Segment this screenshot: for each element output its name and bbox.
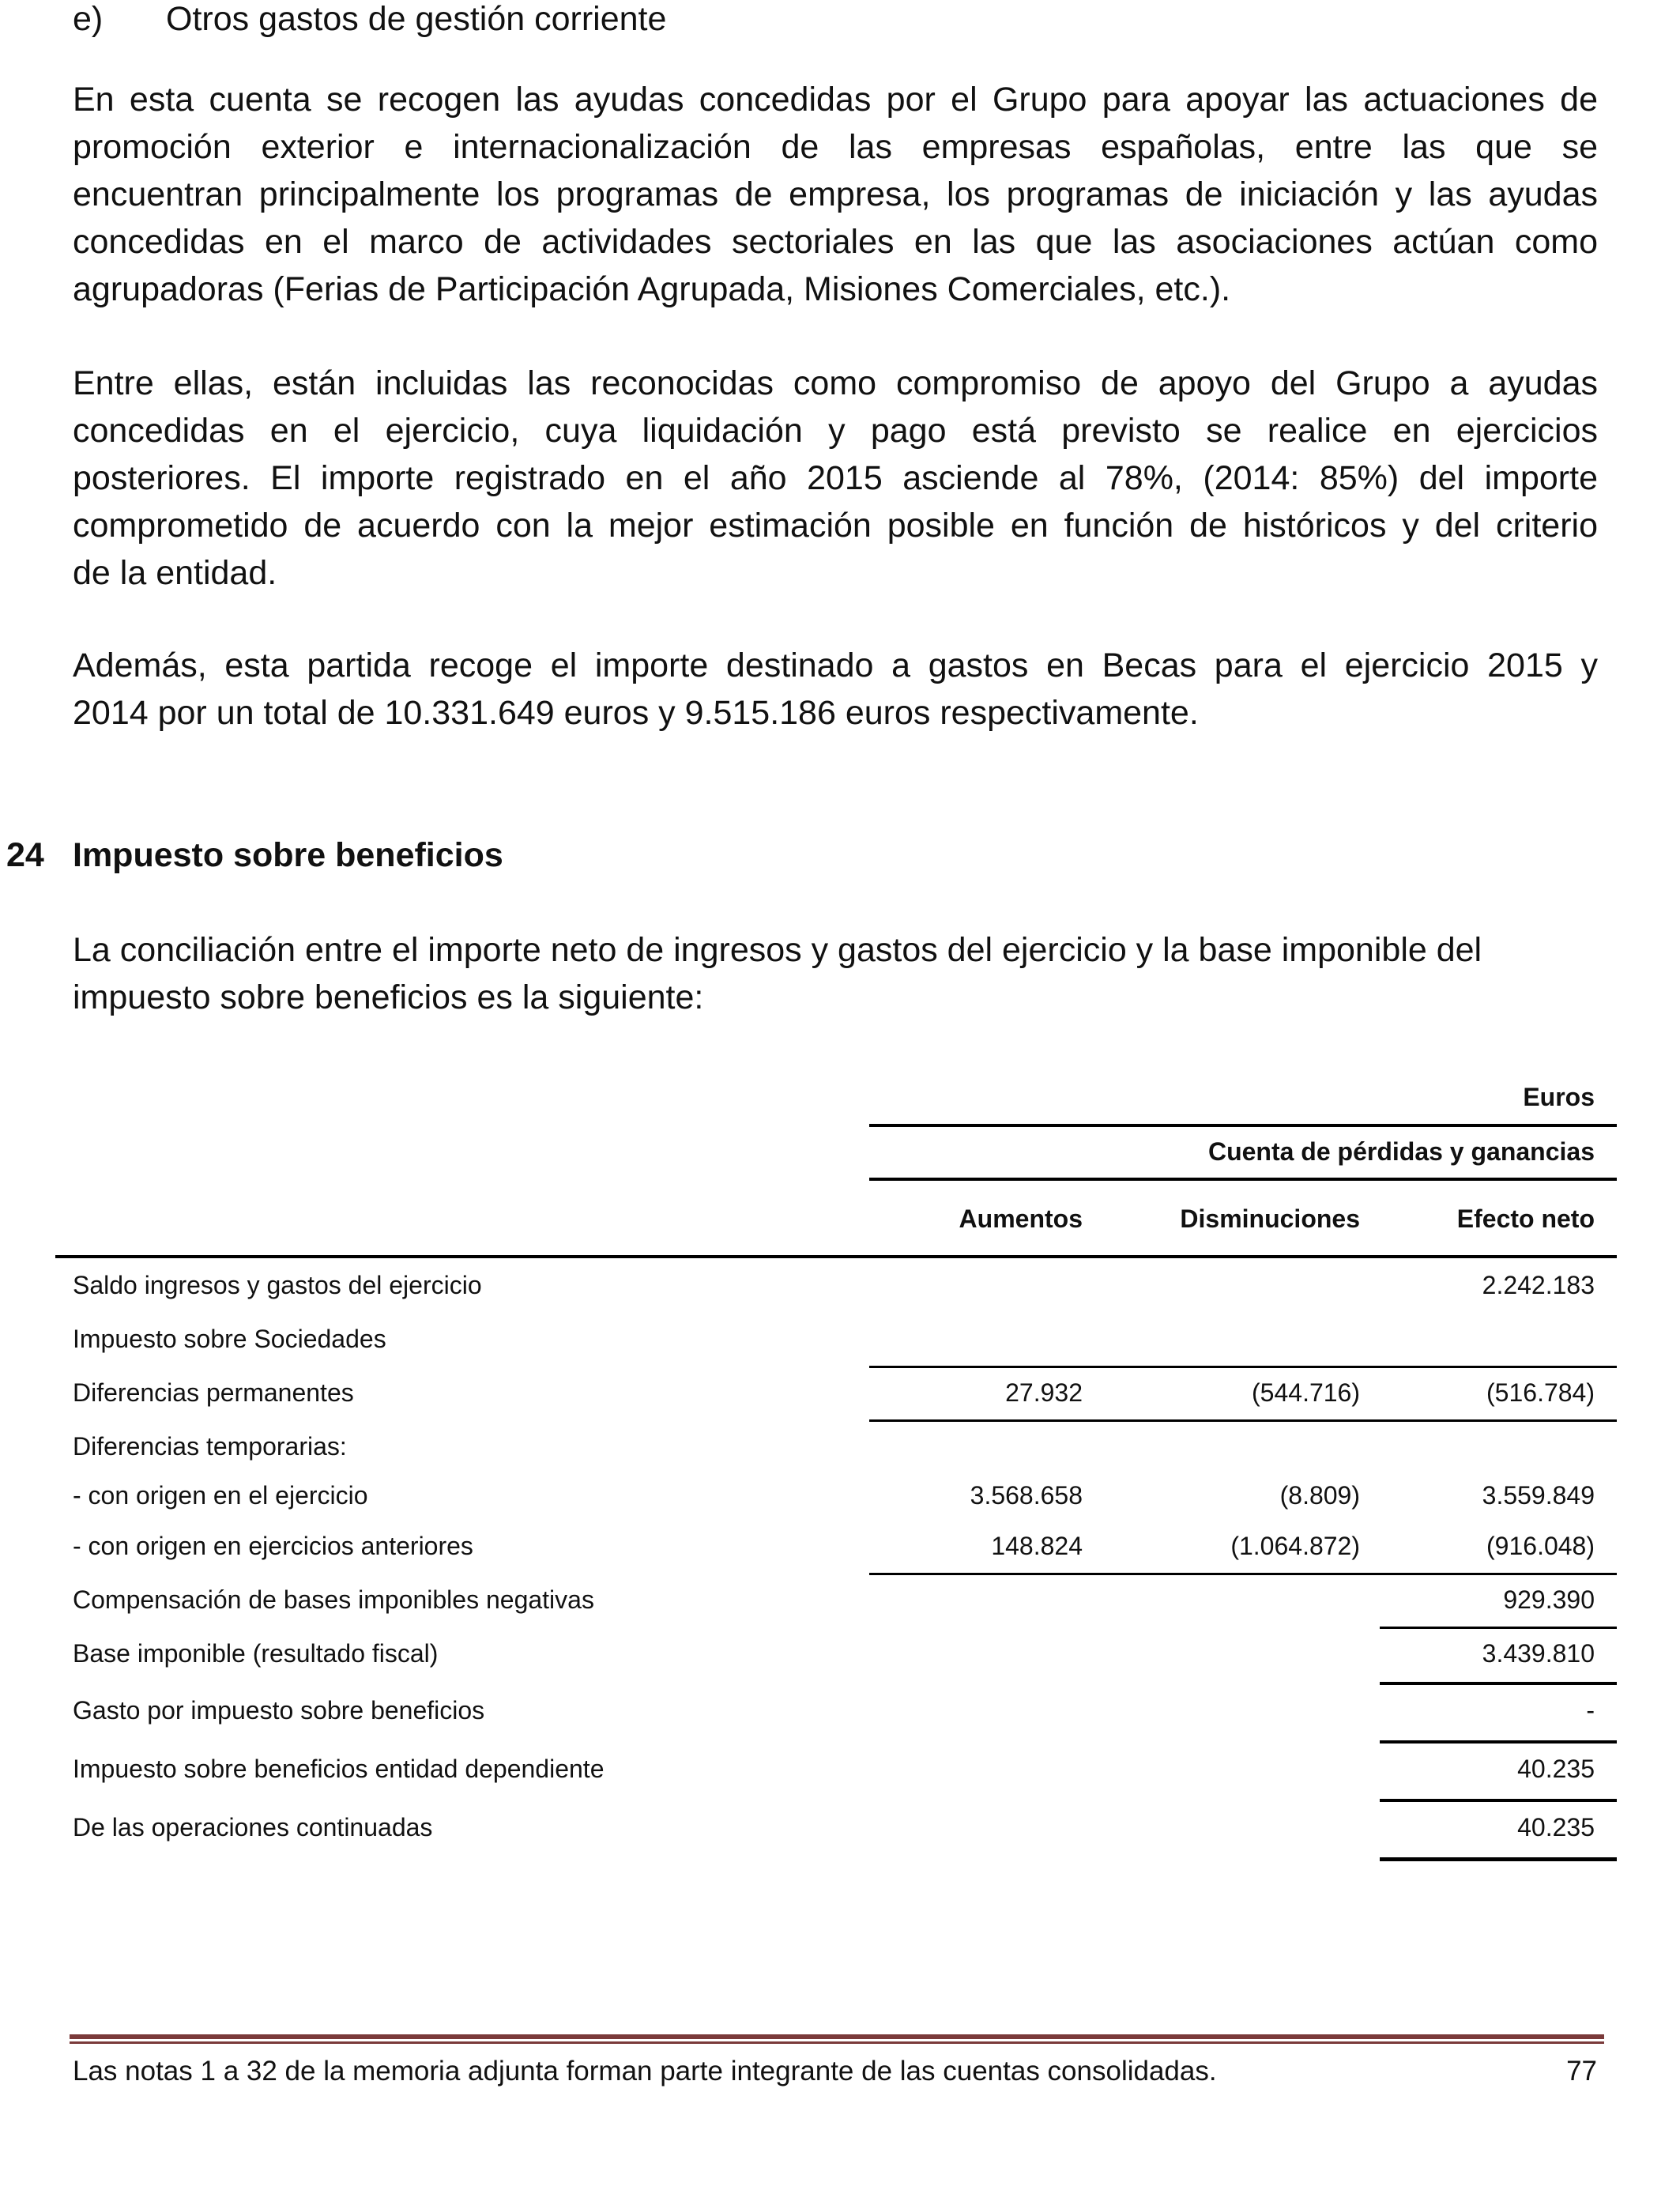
row-rule — [1380, 1857, 1617, 1861]
table-cell-efecto: 2.242.183 — [1482, 1271, 1595, 1299]
paragraph-2 — [73, 360, 1598, 597]
table-cell-aumentos: 27.932 — [1005, 1378, 1083, 1407]
paragraph-line: comprometido de acuerdo con la mejor estimación posible en función de históricos y del criterio — [73, 507, 1598, 545]
header-bottom-rule — [55, 1255, 1617, 1258]
paragraph-line: impuesto sobre beneficios es la siguiente: — [73, 978, 704, 1016]
table-row-label: Diferencias permanentes — [73, 1378, 354, 1407]
tax-reconciliation-table — [0, 1059, 1680, 1889]
paragraph-line: Entre ellas, están incluidas las reconocidas como compromiso de apoyo del Grupo a ayudas — [73, 364, 1598, 402]
paragraph-line: En esta cuenta se recogen las ayudas concedidas por el Grupo para apoyar las actuaciones de — [73, 81, 1598, 119]
paragraph-line: posteriores. El importe registrado en el año 2015 asciende al 78%, (2014: 85%) del importe — [73, 459, 1598, 497]
paragraph-line: La conciliación entre el importe neto de ingresos y gastos del ejercicio y la base imponible del — [73, 931, 1482, 969]
section-title: Impuesto sobre beneficios — [73, 836, 503, 874]
header-rule — [869, 1124, 1617, 1127]
row-rule — [869, 1366, 1617, 1368]
table-row-label: Diferencias temporarias: — [73, 1432, 347, 1461]
paragraph-line: de la entidad. — [73, 554, 277, 592]
footer-note: Las notas 1 a 32 de la memoria adjunta forman parte integrante de las cuentas consolidadas. — [73, 2056, 1217, 2087]
row-rule — [1380, 1682, 1617, 1685]
table-row-label: Saldo ingresos y gastos del ejercicio — [73, 1271, 482, 1299]
table-cell-efecto: - — [1586, 1696, 1595, 1725]
paragraph-1 — [73, 76, 1598, 313]
table-cell-efecto: 40.235 — [1517, 1755, 1595, 1783]
section-e-label: e) — [73, 0, 104, 38]
row-rule — [1380, 1740, 1617, 1744]
section-24-heading — [6, 831, 503, 879]
table-row-label: Impuesto sobre beneficios entidad dependiente — [73, 1755, 605, 1783]
group-header: Cuenta de pérdidas y ganancias — [1207, 1137, 1595, 1166]
table-row-label: De las operaciones continuadas — [73, 1813, 433, 1842]
table-row-label: - con origen en ejercicios anteriores — [73, 1532, 473, 1560]
column-header-aumentos: Aumentos — [959, 1204, 1083, 1233]
paragraph-line: concedidas en el marco de actividades sectoriales en las que las asociaciones actúan como — [73, 223, 1598, 261]
column-header-efecto-neto: Efecto neto — [1456, 1204, 1595, 1233]
table-cell-disminuciones: (8.809) — [1279, 1481, 1360, 1510]
row-rule — [869, 1419, 1617, 1422]
row-rule — [1380, 1799, 1617, 1802]
table-cell-disminuciones: (544.716) — [1252, 1378, 1360, 1407]
table-cell-efecto: (916.048) — [1486, 1532, 1595, 1560]
table-cell-aumentos: 148.824 — [991, 1532, 1083, 1560]
table-cell-efecto: 3.439.810 — [1482, 1639, 1595, 1668]
row-rule — [1380, 1627, 1617, 1629]
section-e-heading — [73, 0, 667, 43]
paragraph-line: promoción exterior e internacionalización de las empresas españolas, entre las que se — [73, 128, 1598, 166]
paragraph-line: agrupadoras (Ferias de Participación Agrupada, Misiones Comerciales, etc.). — [73, 270, 1231, 308]
header-rule — [869, 1178, 1617, 1181]
table-row-label: - con origen en el ejercicio — [73, 1481, 368, 1510]
table-row-label: Gasto por impuesto sobre beneficios — [73, 1696, 485, 1725]
row-rule — [869, 1573, 1617, 1575]
section-e-title: Otros gastos de gestión corriente — [166, 0, 667, 38]
paragraph-3 — [73, 642, 1598, 737]
table-cell-aumentos: 3.568.658 — [970, 1481, 1083, 1510]
column-header-disminuciones: Disminuciones — [1180, 1204, 1360, 1233]
table-row-label: Impuesto sobre Sociedades — [73, 1325, 386, 1353]
table-cell-efecto: 929.390 — [1503, 1585, 1595, 1614]
paragraph-line: Además, esta partida recoge el importe destinado a gastos en Becas para el ejercicio 2015 y — [73, 647, 1598, 684]
currency-header: Euros — [1523, 1083, 1595, 1111]
paragraph-line: encuentran principalmente los programas de empresa, los programas de iniciación y las ayudas — [73, 175, 1598, 213]
table-row-label: Compensación de bases imponibles negativas — [73, 1585, 594, 1614]
section-24-intro — [73, 926, 1598, 1021]
table-cell-efecto: (516.784) — [1486, 1378, 1595, 1407]
table-row-label: Base imponible (resultado fiscal) — [73, 1639, 439, 1668]
paragraph-line: concedidas en el ejercicio, cuya liquidación y pago está previsto se realice en ejercicios — [73, 412, 1598, 450]
table-cell-efecto: 40.235 — [1517, 1813, 1595, 1842]
footer-rule — [70, 2034, 1604, 2044]
table-cell-disminuciones: (1.064.872) — [1230, 1532, 1360, 1560]
paragraph-line: 2014 por un total de 10.331.649 euros y 9.515.186 euros respectivamente. — [73, 694, 1199, 732]
table-cell-efecto: 3.559.849 — [1482, 1481, 1595, 1510]
page-number: 77 — [1566, 2056, 1597, 2087]
section-number: 24 — [6, 836, 44, 874]
